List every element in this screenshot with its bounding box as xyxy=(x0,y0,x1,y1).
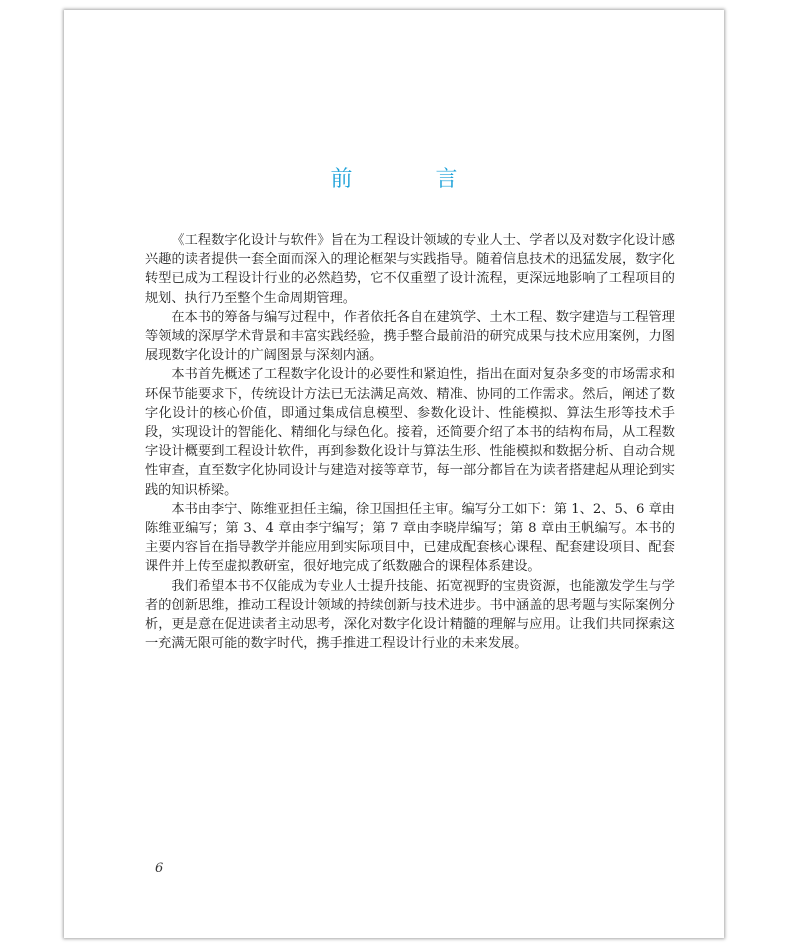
page-number: 6 xyxy=(155,861,164,876)
paragraph-5: 我们希望本书不仅能成为专业人士提升技能、拓宽视野的宝贵资源，也能激发学生与学者的创新思维，推动工程设计领域的持续创新与技术进步。书中涵盖的思考题与实际案例分析，更是意在促进读者主动思考，深化对数字化设计精髓的理解与应用。让我们共同探索这一充满无限可能的数字时代，携手推进工程设计行业的未来发展。 xyxy=(145,578,675,652)
paragraph-3: 本书首先概述了工程数字化设计的必要性和紧迫性，指出在面对复杂多变的市场需求和环保节能要求下，传统设计方法已无法满足高效、精准、协同的工作需求。然后，阐述了数字化设计的核心价值，即通过集成信息模型、参数化设计、性能模拟、算法生形等技术手段，实现设计的智能化、精细化与绿色化。接着，还简要介绍了本书的结构布局，从工程数字设计概要到工程设计软件，再到参数化设计与算法生形、性能模拟和数据分析、自动合规性审查，直至数字化协同设计与建造对接等章节，每一部分都旨在为读者搭建起从理论到实践的知识桥梁。 xyxy=(145,367,675,498)
page-title: 前 言 xyxy=(330,167,496,192)
paragraph-1: 《工程数字化设计与软件》旨在为工程设计领域的专业人士、学者以及对数字化设计感兴趣的读者提供一套全面而深入的理论框架与实践指导。随着信息技术的迅猛发展，数字化转型已成为工程设计行业的必然趋势，它不仅重塑了设计流程，更深远地影响了工程项目的规划、执行乃至整个生命周期管理。 xyxy=(145,233,675,306)
paragraph-2: 在本书的筹备与编写过程中，作者依托各自在建筑学、土木工程、数字建造与工程管理等领域的深厚学术背景和丰富实践经验，携手整合最前沿的研究成果与技术应用案例，力图展现数字化设计的广阔图景与深刻内涵。 xyxy=(145,309,675,364)
document-page xyxy=(64,10,724,938)
preface-body xyxy=(145,231,675,653)
paragraph-4: 本书由李宁、陈维亚担任主编，徐卫国担任主审。编写分工如下：第 1、2、5、6 章由陈维亚编写；第 3、4 章由李宁编写；第 7 章由李晓岸编写；第 8 章由王帆编写。本书的主要内容旨在指导教学并能应用到实际项目中，已建成配套核心课程、配套建设项目、配套课件并上传至虚拟教研室，很好地完成了纸数融合的课程体系建设。 xyxy=(145,501,675,575)
